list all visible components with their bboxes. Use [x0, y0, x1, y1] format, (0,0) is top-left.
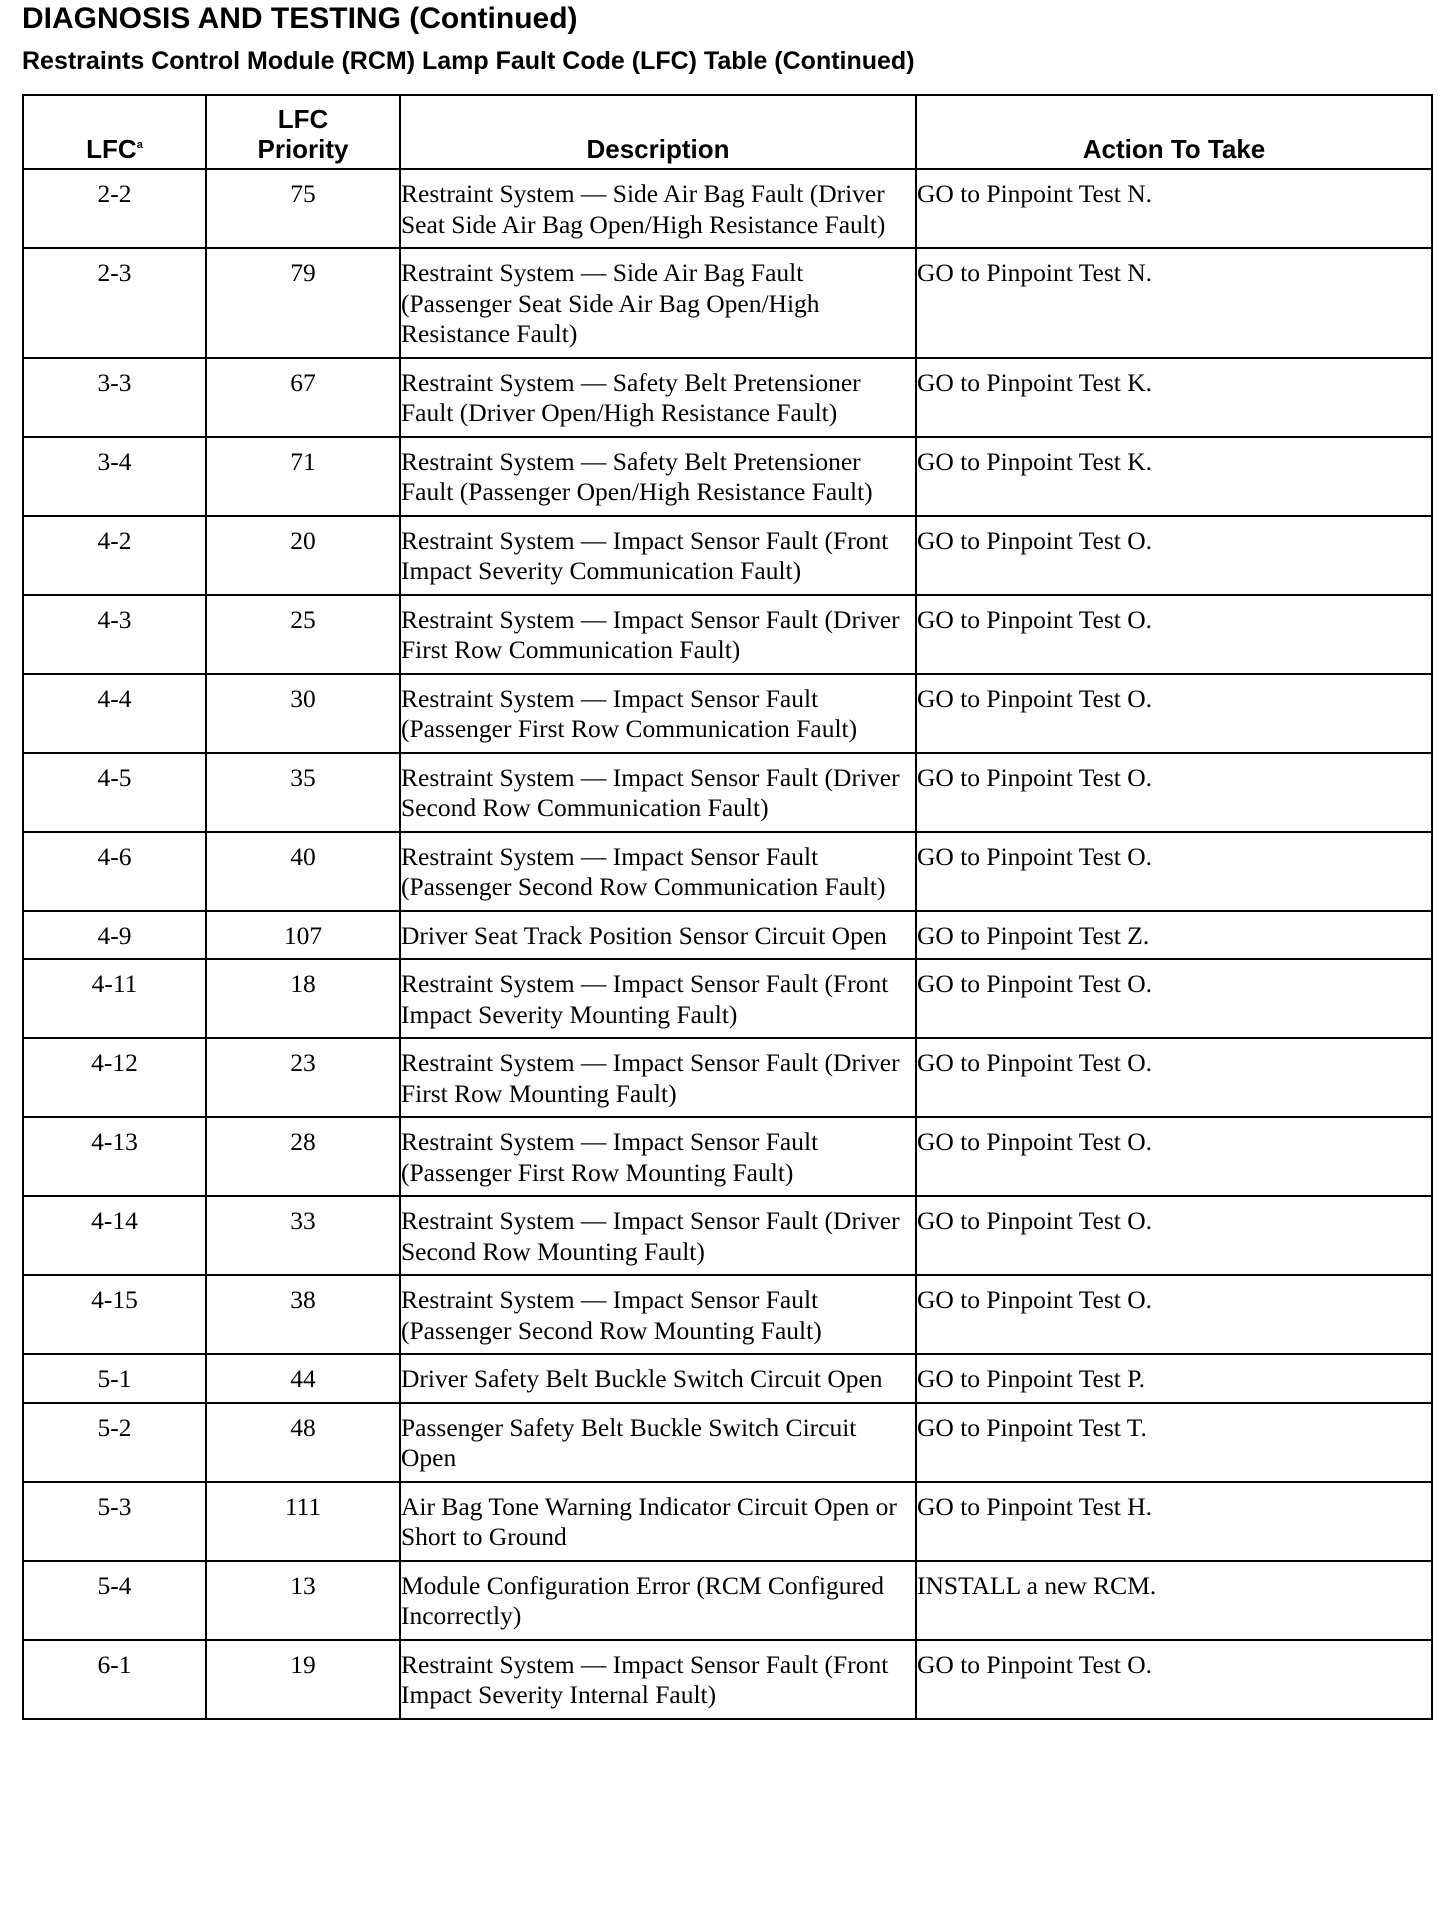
action-cell: GO to Pinpoint Test O.	[916, 1275, 1432, 1354]
table-row	[23, 753, 1432, 832]
priority-cell: 35	[206, 753, 400, 832]
action-cell: GO to Pinpoint Test O.	[916, 674, 1432, 753]
description-cell: Restraint System — Impact Sensor Fault (Front Impact Severity Mounting Fault)	[400, 959, 916, 1038]
table-row	[23, 1640, 1432, 1719]
table-row	[23, 1561, 1432, 1640]
priority-cell: 48	[206, 1403, 400, 1482]
action-cell: GO to Pinpoint Test T.	[916, 1403, 1432, 1482]
action-cell: GO to Pinpoint Test Z.	[916, 911, 1432, 960]
lfc-code-cell: 6-1	[23, 1640, 206, 1719]
table-row	[23, 248, 1432, 358]
table-row	[23, 358, 1432, 437]
table-row	[23, 959, 1432, 1038]
lfc-code-cell: 4-5	[23, 753, 206, 832]
lfc-code-cell: 5-4	[23, 1561, 206, 1640]
table-row	[23, 516, 1432, 595]
description-cell: Restraint System — Impact Sensor Fault (Driver Second Row Mounting Fault)	[400, 1196, 916, 1275]
priority-cell: 33	[206, 1196, 400, 1275]
lfc-table	[22, 94, 1433, 1720]
description-cell: Passenger Safety Belt Buckle Switch Circuit Open	[400, 1403, 916, 1482]
priority-cell: 28	[206, 1117, 400, 1196]
lfc-code-cell: 4-11	[23, 959, 206, 1038]
lfc-code-cell: 4-6	[23, 832, 206, 911]
description-cell: Restraint System — Impact Sensor Fault (Passenger Second Row Communication Fault)	[400, 832, 916, 911]
table-title: Restraints Control Module (RCM) Lamp Fault Code (LFC) Table (Continued)	[22, 47, 915, 75]
action-cell: GO to Pinpoint Test O.	[916, 1640, 1432, 1719]
lfc-code-cell: 4-13	[23, 1117, 206, 1196]
lfc-code-cell: 2-2	[23, 169, 206, 248]
priority-cell: 19	[206, 1640, 400, 1719]
column-header-priority-line1: LFC	[277, 104, 329, 134]
action-cell: GO to Pinpoint Test P.	[916, 1354, 1432, 1403]
lfc-code-cell: 4-3	[23, 595, 206, 674]
lfc-code-cell: 4-9	[23, 911, 206, 960]
lfc-code-cell: 5-3	[23, 1482, 206, 1561]
priority-cell: 13	[206, 1561, 400, 1640]
table-row	[23, 437, 1432, 516]
action-cell: GO to Pinpoint Test O.	[916, 1196, 1432, 1275]
action-cell: GO to Pinpoint Test O.	[916, 516, 1432, 595]
table-row	[23, 1117, 1432, 1196]
description-cell: Restraint System — Side Air Bag Fault (Driver Seat Side Air Bag Open/High Resistance Fault)	[400, 169, 916, 248]
table-row	[23, 1038, 1432, 1117]
description-cell: Restraint System — Impact Sensor Fault (Front Impact Severity Communication Fault)	[400, 516, 916, 595]
section-title: DIAGNOSIS AND TESTING (Continued)	[22, 2, 578, 35]
table-row	[23, 1482, 1432, 1561]
description-cell: Restraint System — Safety Belt Pretensioner Fault (Passenger Open/High Resistance Fault)	[400, 437, 916, 516]
lfc-code-cell: 4-12	[23, 1038, 206, 1117]
column-header-priority	[206, 95, 400, 169]
table-row	[23, 1354, 1432, 1403]
table-row	[23, 832, 1432, 911]
header-row	[23, 95, 1432, 169]
priority-cell: 75	[206, 169, 400, 248]
description-cell: Air Bag Tone Warning Indicator Circuit Open or Short to Ground	[400, 1482, 916, 1561]
footnote-marker: a	[136, 139, 143, 151]
description-cell: Restraint System — Impact Sensor Fault (Driver First Row Communication Fault)	[400, 595, 916, 674]
description-cell: Driver Safety Belt Buckle Switch Circuit Open	[400, 1354, 916, 1403]
table-row	[23, 169, 1432, 248]
lfc-code-cell: 5-2	[23, 1403, 206, 1482]
action-cell: GO to Pinpoint Test O.	[916, 832, 1432, 911]
table-row	[23, 911, 1432, 960]
priority-cell: 79	[206, 248, 400, 358]
column-header-lfc-label: LFC	[86, 134, 137, 164]
priority-cell: 23	[206, 1038, 400, 1117]
priority-cell: 40	[206, 832, 400, 911]
table-row	[23, 595, 1432, 674]
description-cell: Restraint System — Impact Sensor Fault (Driver First Row Mounting Fault)	[400, 1038, 916, 1117]
action-cell: GO to Pinpoint Test O.	[916, 959, 1432, 1038]
action-cell: GO to Pinpoint Test O.	[916, 595, 1432, 674]
description-cell: Restraint System — Impact Sensor Fault (Passenger First Row Mounting Fault)	[400, 1117, 916, 1196]
table-row	[23, 674, 1432, 753]
action-cell: GO to Pinpoint Test K.	[916, 358, 1432, 437]
description-cell: Restraint System — Impact Sensor Fault (Front Impact Severity Internal Fault)	[400, 1640, 916, 1719]
priority-cell: 111	[206, 1482, 400, 1561]
action-cell: GO to Pinpoint Test N.	[916, 169, 1432, 248]
priority-cell: 107	[206, 911, 400, 960]
description-cell: Restraint System — Side Air Bag Fault (Passenger Seat Side Air Bag Open/High Resistance Fault)	[400, 248, 916, 358]
column-header-lfc	[23, 95, 206, 169]
lfc-code-cell: 4-4	[23, 674, 206, 753]
lfc-code-cell: 4-14	[23, 1196, 206, 1275]
action-cell: INSTALL a new RCM.	[916, 1561, 1432, 1640]
priority-cell: 25	[206, 595, 400, 674]
lfc-code-cell: 3-4	[23, 437, 206, 516]
description-cell: Restraint System — Impact Sensor Fault (Passenger First Row Communication Fault)	[400, 674, 916, 753]
priority-cell: 20	[206, 516, 400, 595]
table-body	[23, 169, 1432, 1719]
action-cell: GO to Pinpoint Test H.	[916, 1482, 1432, 1561]
description-cell: Driver Seat Track Position Sensor Circuit Open	[400, 911, 916, 960]
lfc-code-cell: 2-3	[23, 248, 206, 358]
action-cell: GO to Pinpoint Test O.	[916, 1117, 1432, 1196]
description-cell: Module Configuration Error (RCM Configured Incorrectly)	[400, 1561, 916, 1640]
column-header-description: Description	[400, 95, 916, 169]
column-header-priority-line2: Priority	[257, 134, 349, 164]
table-header	[23, 95, 1432, 169]
action-cell: GO to Pinpoint Test K.	[916, 437, 1432, 516]
lfc-code-cell: 4-2	[23, 516, 206, 595]
description-cell: Restraint System — Impact Sensor Fault (Driver Second Row Communication Fault)	[400, 753, 916, 832]
priority-cell: 44	[206, 1354, 400, 1403]
action-cell: GO to Pinpoint Test N.	[916, 248, 1432, 358]
table-row	[23, 1403, 1432, 1482]
lfc-code-cell: 5-1	[23, 1354, 206, 1403]
table-row	[23, 1275, 1432, 1354]
lfc-code-cell: 4-15	[23, 1275, 206, 1354]
priority-cell: 38	[206, 1275, 400, 1354]
description-cell: Restraint System — Safety Belt Pretensioner Fault (Driver Open/High Resistance Fault)	[400, 358, 916, 437]
description-cell: Restraint System — Impact Sensor Fault (Passenger Second Row Mounting Fault)	[400, 1275, 916, 1354]
table-row	[23, 1196, 1432, 1275]
lfc-code-cell: 3-3	[23, 358, 206, 437]
column-header-action: Action To Take	[916, 95, 1432, 169]
action-cell: GO to Pinpoint Test O.	[916, 1038, 1432, 1117]
priority-cell: 67	[206, 358, 400, 437]
action-cell: GO to Pinpoint Test O.	[916, 753, 1432, 832]
priority-cell: 30	[206, 674, 400, 753]
priority-cell: 71	[206, 437, 400, 516]
priority-cell: 18	[206, 959, 400, 1038]
